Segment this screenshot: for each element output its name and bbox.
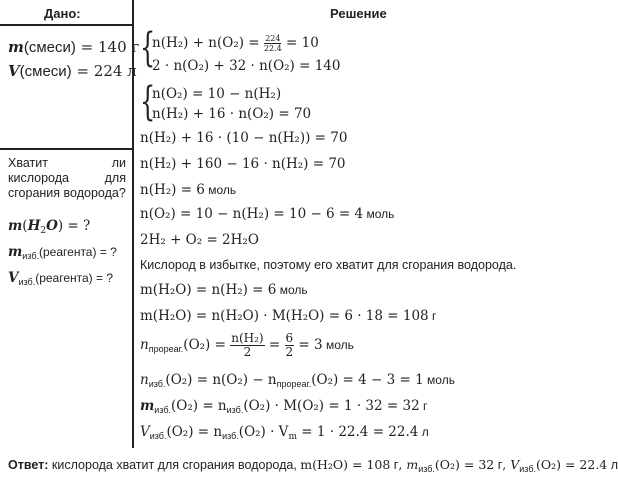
equation-line-3: n(H₂) + 16 · (10 − n(H₂)) = 70 (140, 130, 348, 146)
find-question: Хватит ли кислорода для сгорания водорода? (8, 156, 126, 200)
reaction-equation: 2H₂ + O₂ = 2H₂O (140, 232, 259, 248)
excess-note: Кислород в избытке, поэтому его хватит для сгорания водорода. (140, 258, 517, 272)
given-mass: m(смеси) = 140 г (8, 38, 140, 56)
equation-line-9: m(H₂O) = n(H₂O) · M(H₂O) = 6 · 18 = 108 г (140, 308, 437, 324)
equation-line-4: n(H₂) + 160 − 16 · n(H₂) = 70 (140, 156, 346, 172)
equation-line-6: n(O₂) = 10 − n(H₂) = 10 − 6 = 4 моль (140, 206, 395, 222)
header-divider (0, 24, 132, 26)
equation-line-5: n(H₂) = 6 моль (140, 182, 237, 198)
system-brace-1: { (140, 25, 156, 71)
find-v-excess: $V_{изб.}(реагента)$ = ? (8, 270, 114, 287)
equation-line-8: m(H₂O) = n(H₂) = 6 моль (140, 282, 308, 298)
system2-line1: n(O₂) = 10 − n(H₂) (152, 86, 282, 102)
system-brace-2: { (140, 79, 156, 125)
system2-line2: n(H₂) + 16 · n(O₂) = 70 (152, 106, 312, 122)
solution-header: Решение (330, 6, 387, 21)
answer-line: Ответ: кислорода хватит для сгорания водорода, m(H₂O) = 108 г, $m_{изб.}(O_2) = 32$ г, $V_{изб.}(O_2) = 22.4$ л (8, 457, 618, 474)
system1-line1: n(H₂) + n(O₂) = $\frac{224}{22.4}$ = 10 (152, 34, 319, 53)
given-header: Дано: (44, 6, 81, 21)
equation-line-10: $n_{прореаг.}(O_2)$ = $\frac{\text{n(H₂)}}{2}$ = $\frac{6}{2}$ = 3 моль (140, 331, 354, 359)
given-divider (0, 148, 132, 150)
equation-line-12: $m_{изб.}(O_2) = n_{изб.}(O_2) \cdot M(O_2) = 1 \cdot 32 = 32$ г (140, 398, 428, 415)
equation-line-11: $n_{изб.}(O_2) = n(O_2) - n_{прореаг.}(O_2) = 4 - 3 = 1$ моль (140, 372, 455, 389)
system1-line2: 2 · n(O₂) + 32 · n(O₂) = 140 (152, 58, 341, 74)
given-volume: V(смеси) = 224 л (8, 62, 137, 80)
find-m-excess: $m_{изб.}(реагента)$ = ? (8, 244, 117, 261)
find-m-water: $m(H_2O)$ = ? (8, 218, 91, 236)
equation-line-13: $V_{изб.}(O_2) = n_{изб.}(O_2) \cdot V_m = 1 \cdot 22.4 = 22.4$ л (140, 424, 429, 442)
